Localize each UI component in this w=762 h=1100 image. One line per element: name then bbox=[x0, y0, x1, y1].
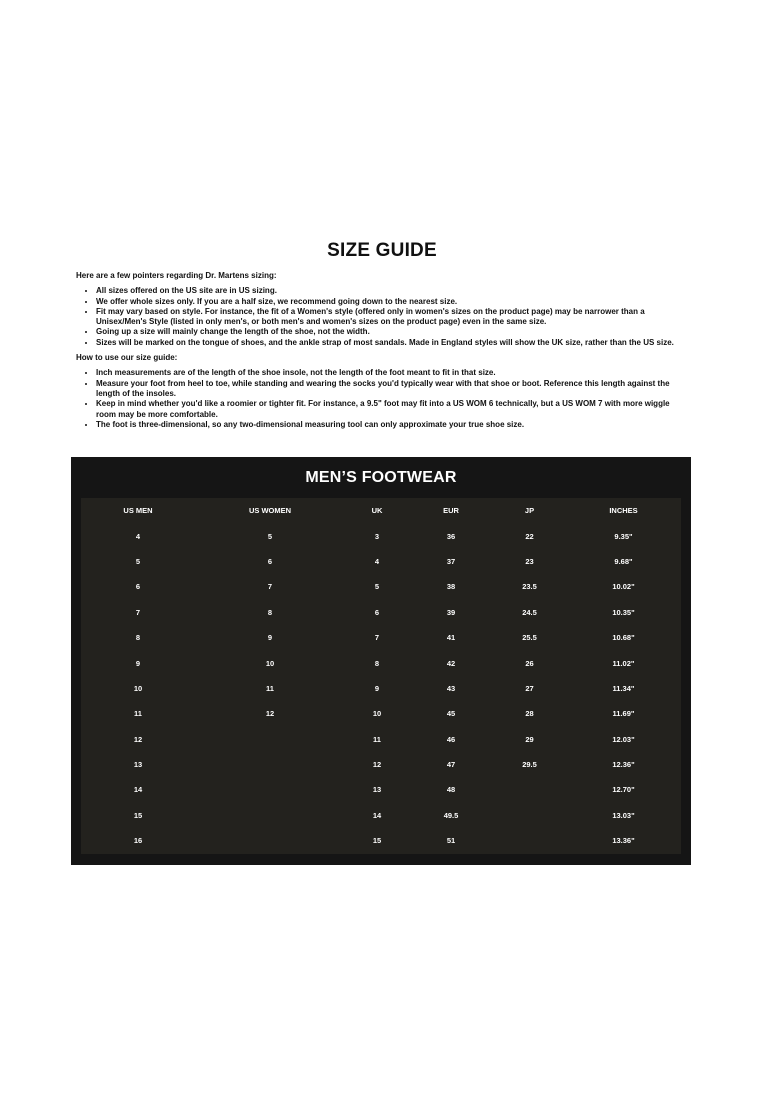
table-cell: 36 bbox=[446, 531, 456, 541]
table-cell: 9 bbox=[135, 658, 141, 668]
table-cell: 13.03" bbox=[612, 810, 635, 820]
table-cell: 7 bbox=[267, 582, 273, 592]
mens-footwear-panel bbox=[71, 457, 691, 865]
table-cell: 10 bbox=[265, 658, 275, 668]
table-cell: 29.5 bbox=[522, 760, 537, 770]
table-cell bbox=[195, 777, 345, 802]
table-title: MEN’S FOOTWEAR bbox=[305, 469, 457, 486]
table-row bbox=[81, 676, 681, 701]
table-cell: 29 bbox=[525, 734, 534, 744]
table-cell: 8 bbox=[135, 633, 141, 643]
table-row bbox=[81, 828, 681, 853]
table-cell: 12.70" bbox=[612, 785, 635, 795]
list-item: • Measure your foot from heel to toe, while standing and wearing the socks you'd typically wear with that shoe or boot. Reference this length against the length of the insoles. bbox=[96, 379, 688, 400]
table-cell: 22 bbox=[525, 531, 534, 541]
table-cell: 11.02" bbox=[612, 658, 635, 668]
column-header: JP bbox=[524, 506, 535, 516]
table-cell: 8 bbox=[267, 607, 273, 617]
table-cell: 12.36" bbox=[612, 760, 635, 770]
size-table-container bbox=[81, 498, 681, 854]
table-cell bbox=[195, 803, 345, 828]
table-row bbox=[81, 727, 681, 752]
table-cell: 43 bbox=[446, 683, 456, 693]
table-cell: 39 bbox=[446, 607, 456, 617]
table-header-row bbox=[81, 498, 681, 523]
table-cell: 3 bbox=[374, 531, 380, 541]
table-cell: 26 bbox=[525, 658, 534, 668]
table-cell: 12 bbox=[133, 734, 143, 744]
table-cell: 16 bbox=[133, 836, 143, 846]
table-cell: 42 bbox=[446, 658, 456, 668]
table-cell bbox=[493, 777, 566, 802]
table-cell: 15 bbox=[372, 836, 382, 846]
table-row bbox=[81, 701, 681, 726]
table-cell: 10.68" bbox=[612, 633, 635, 643]
table-row bbox=[81, 523, 681, 548]
table-cell: 11 bbox=[373, 734, 381, 744]
table-cell: 45 bbox=[446, 709, 456, 719]
table-cell: 28 bbox=[525, 709, 534, 719]
table-cell bbox=[195, 828, 345, 853]
table-cell: 10 bbox=[133, 683, 143, 693]
table-cell: 9.68" bbox=[614, 556, 633, 566]
table-row bbox=[81, 752, 681, 777]
page-title: SIZE GUIDE bbox=[327, 240, 437, 261]
column-header: EUR bbox=[443, 506, 459, 516]
table-cell: 51 bbox=[446, 836, 456, 846]
table-cell: 13.36" bbox=[612, 836, 635, 846]
table-row bbox=[81, 777, 681, 802]
column-header: UK bbox=[371, 506, 383, 516]
table-cell: 13 bbox=[133, 760, 143, 770]
table-cell: 15 bbox=[133, 810, 143, 820]
howto-heading: How to use our size guide: bbox=[76, 353, 178, 363]
table-cell: 11 bbox=[134, 709, 142, 719]
list-item: • Going up a size will mainly change the length of the shoe, not the width. bbox=[96, 327, 688, 337]
table-cell: 10 bbox=[372, 709, 382, 719]
table-cell: 14 bbox=[372, 810, 382, 820]
table-row bbox=[81, 625, 681, 650]
pointer-list bbox=[76, 286, 688, 348]
column-header: INCHES bbox=[609, 506, 638, 516]
table-cell: 6 bbox=[267, 556, 273, 566]
howto-list bbox=[76, 368, 688, 430]
table-row bbox=[81, 600, 681, 625]
table-cell: 48 bbox=[446, 785, 456, 795]
table-cell: 14 bbox=[133, 785, 143, 795]
table-cell: 24.5 bbox=[522, 607, 537, 617]
table-cell: 46 bbox=[446, 734, 456, 744]
table-cell: 6 bbox=[374, 607, 380, 617]
table-cell: 41 bbox=[446, 633, 456, 643]
list-item: • We offer whole sizes only. If you are a half size, we recommend going down to the nearest size. bbox=[96, 297, 688, 307]
table-cell: 49.5 bbox=[443, 810, 459, 820]
table-cell: 12 bbox=[372, 760, 382, 770]
list-item: • Sizes will be marked on the tongue of shoes, and the ankle strap of most sandals. Made in England styles will show the UK size, rather than the US size. bbox=[96, 338, 688, 348]
list-item: • All sizes offered on the US site are in US sizing. bbox=[96, 286, 688, 296]
table-cell: 38 bbox=[446, 582, 456, 592]
intro-text: Here are a few pointers regarding Dr. Martens sizing: bbox=[76, 271, 277, 280]
table-cell: 11 bbox=[266, 683, 274, 693]
table-cell: 4 bbox=[135, 531, 141, 541]
table-cell: 23 bbox=[525, 556, 534, 566]
table-cell: 47 bbox=[446, 760, 456, 770]
table-cell: 5 bbox=[267, 531, 273, 541]
table-cell: 11.34" bbox=[612, 683, 635, 693]
table-cell: 10.35" bbox=[612, 607, 635, 617]
table-cell: 13 bbox=[372, 785, 382, 795]
table-cell: 23.5 bbox=[522, 582, 537, 592]
table-row bbox=[81, 574, 681, 599]
table-cell: 37 bbox=[446, 556, 456, 566]
column-header: US MEN bbox=[123, 506, 153, 516]
list-item: • The foot is three-dimensional, so any two-dimensional measuring tool can only approximate your true shoe size. bbox=[96, 420, 688, 430]
table-cell: 9 bbox=[374, 683, 380, 693]
list-item: • Fit may vary based on style. For instance, the fit of a Women's style (offered only in women's sizes on the product page) may be narrower than a Unisex/Men's Style (listed in only men's, or both men's and women's sizes on the product page) even in the same size. bbox=[96, 307, 688, 328]
column-header: US WOMEN bbox=[248, 506, 292, 516]
table-row bbox=[81, 549, 681, 574]
size-guide-section bbox=[76, 240, 688, 435]
table-cell: 6 bbox=[135, 582, 141, 592]
table-cell: 7 bbox=[135, 607, 141, 617]
table-cell bbox=[493, 803, 566, 828]
table-cell: 5 bbox=[135, 556, 141, 566]
table-cell bbox=[195, 752, 345, 777]
list-item: • Keep in mind whether you'd like a roomier or tighter fit. For instance, a 9.5" foot may fit into a US WOM 6 technically, but a US WOM 7 with more wiggle room may be more comfortable. bbox=[96, 399, 688, 420]
table-cell bbox=[195, 727, 345, 752]
table-cell: 4 bbox=[374, 556, 380, 566]
table-cell: 11.69" bbox=[612, 709, 635, 719]
list-item: • Inch measurements are of the length of the shoe insole, not the length of the foot meant to fit in that size. bbox=[96, 368, 688, 378]
table-row bbox=[81, 650, 681, 675]
table-row bbox=[81, 803, 681, 828]
table-cell: 9 bbox=[267, 633, 273, 643]
table-cell: 12 bbox=[265, 709, 275, 719]
table-cell: 7 bbox=[374, 633, 380, 643]
table-cell: 8 bbox=[374, 658, 380, 668]
table-cell: 12.03" bbox=[612, 734, 635, 744]
table-cell: 25.5 bbox=[522, 633, 537, 643]
size-table bbox=[81, 498, 681, 853]
table-cell: 27 bbox=[525, 683, 534, 693]
table-cell: 10.02" bbox=[612, 582, 635, 592]
table-cell bbox=[493, 828, 566, 853]
table-cell: 5 bbox=[374, 582, 380, 592]
table-cell: 9.35" bbox=[614, 531, 633, 541]
